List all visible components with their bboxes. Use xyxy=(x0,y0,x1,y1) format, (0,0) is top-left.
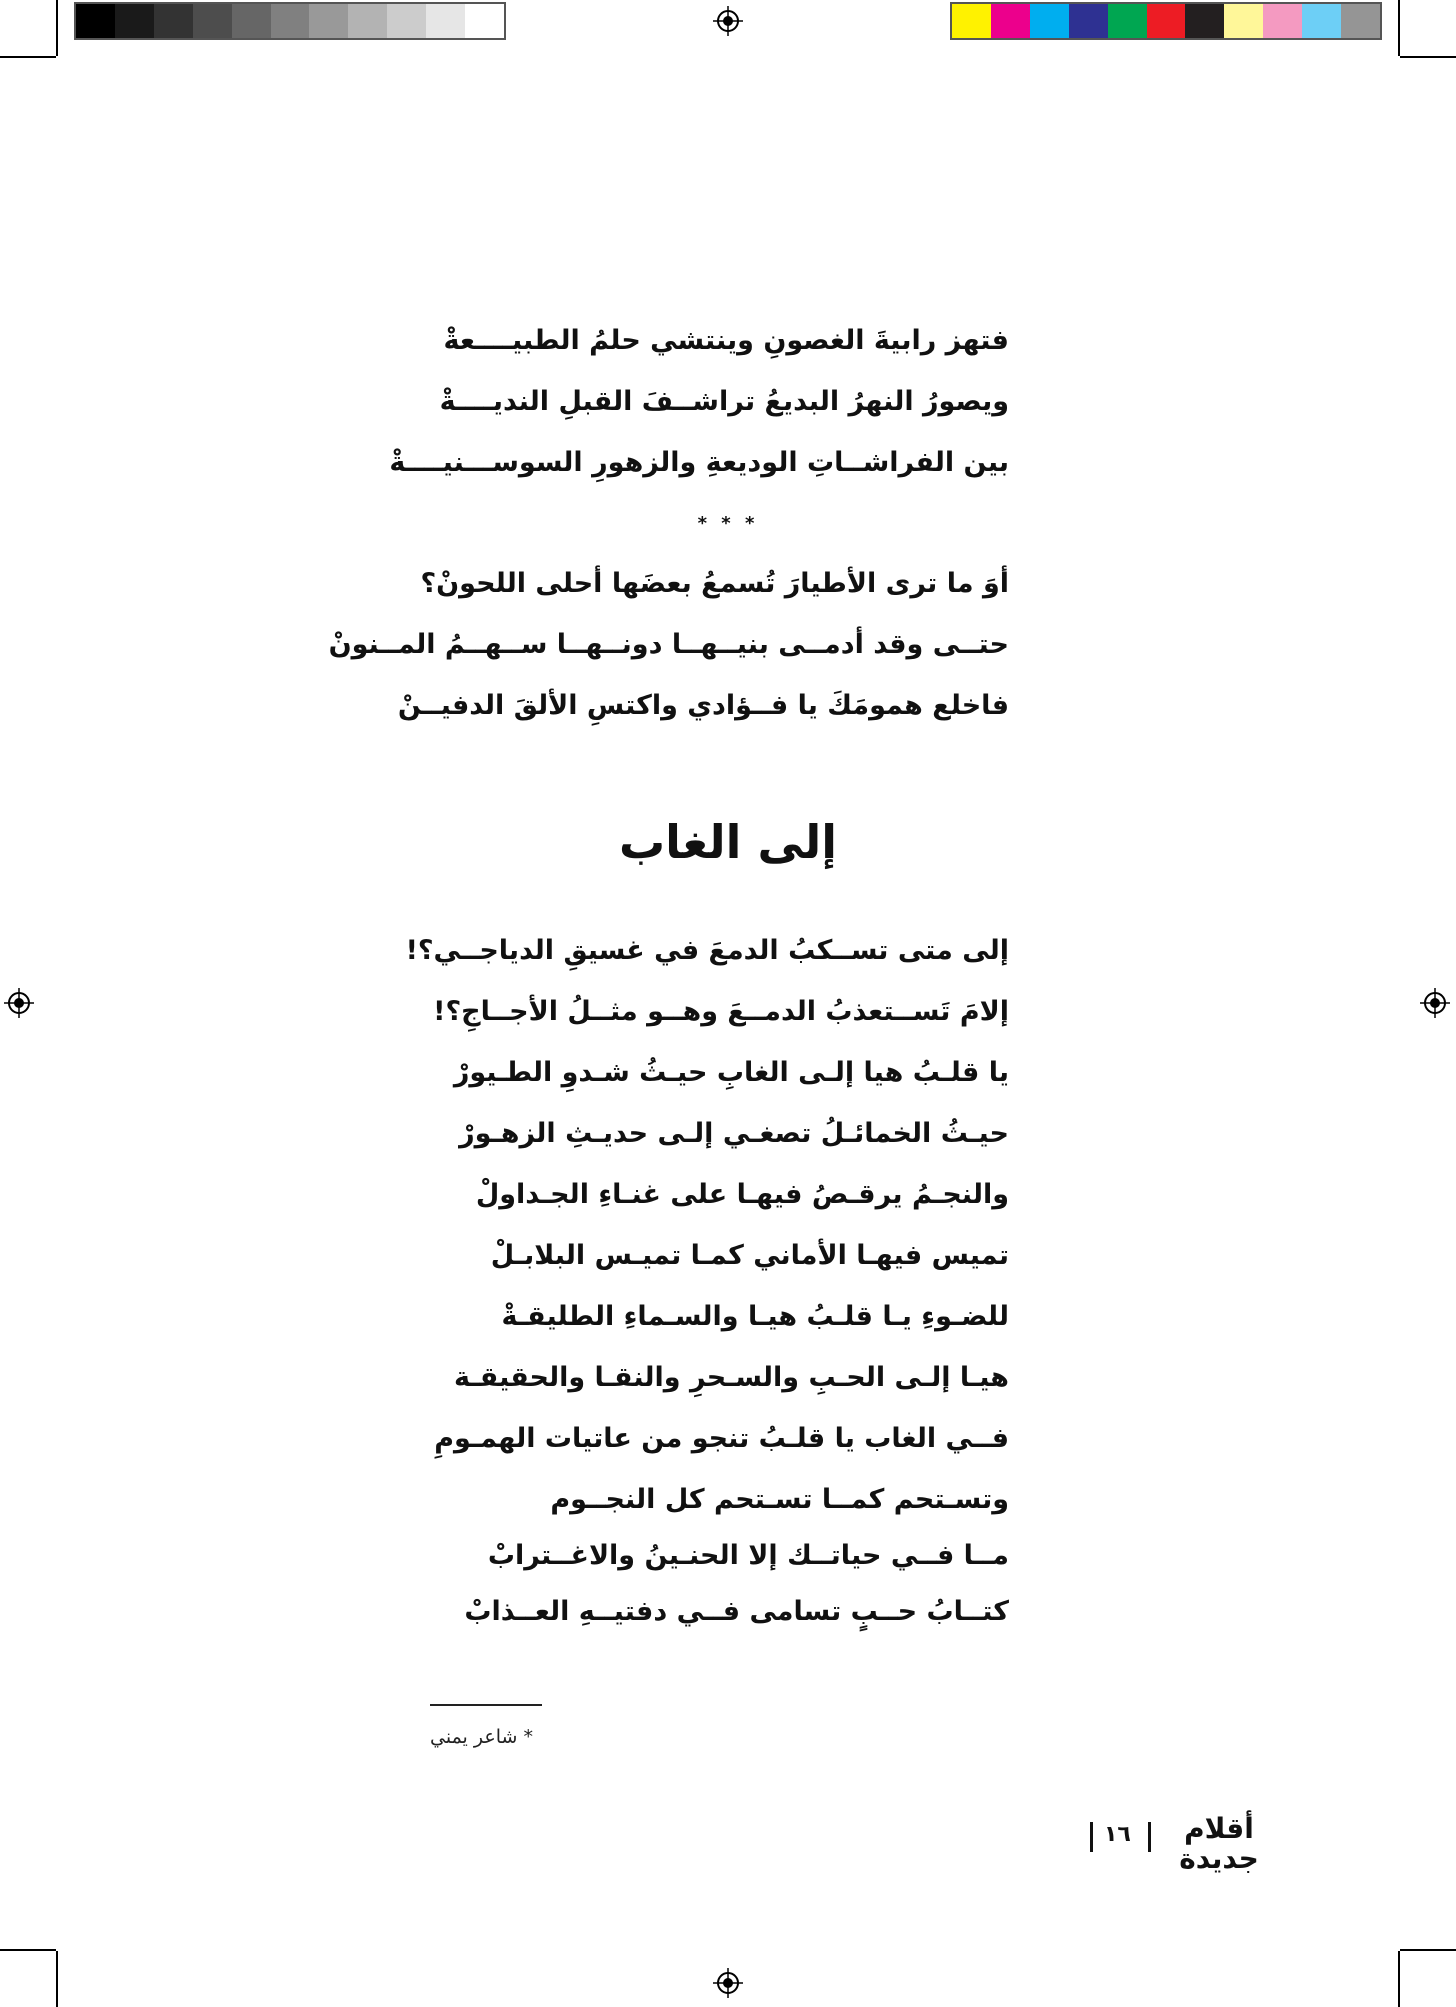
verse-line: إلامَ تَســتعذبُ الدمــعَ وهــو مثــلُ الأجــاجِ؟! xyxy=(433,996,1009,1027)
verse-line: فــي الغاب يا قلـبُ تنجو من عاتيات الهمـومِ xyxy=(434,1423,1009,1454)
logo-line-1: أقلام xyxy=(1184,1812,1254,1845)
crop-mark xyxy=(1400,56,1456,58)
verse-line: يا قلـبُ هيا إلـى الغابِ حيـثُ شـدوِ الطـيورْ xyxy=(453,1057,1009,1088)
page-number-divider xyxy=(1090,1822,1093,1852)
color-swatch xyxy=(309,4,348,38)
color-swatch xyxy=(1147,4,1186,38)
color-swatch xyxy=(76,4,115,38)
magazine-logo xyxy=(1158,1814,1280,1874)
verse-line: تميس فيهـا الأماني كمـا تميـس البلابـلْ xyxy=(490,1240,1009,1271)
crop-mark xyxy=(56,0,58,56)
verse-line: فتهز رابيةَ الغصونِ وينتشي حلمُ الطبيــــعةْ xyxy=(443,325,1009,356)
verse-line: حتــى وقد أدمــى بنيــهــا دونــهــا ســهــمُ المــنونْ xyxy=(328,629,1009,660)
verse-line: للضـوءِ يـا قلـبُ هيـا والسـماءِ الطليقـةْ xyxy=(501,1301,1009,1332)
color-swatch xyxy=(348,4,387,38)
color-swatch xyxy=(1341,4,1380,38)
verse-line: إلى متى تســكبُ الدمعَ في غسيقِ الدياجــي؟! xyxy=(405,935,1009,966)
color-swatch xyxy=(1069,4,1108,38)
crop-mark xyxy=(0,56,56,58)
registration-mark-icon xyxy=(1420,988,1450,1018)
verse-line: ويصورُ النهرُ البديعُ تراشــفَ القبلِ النديــــةْ xyxy=(439,386,1009,417)
poem-title: إلى الغاب xyxy=(618,815,838,869)
crop-mark xyxy=(1400,1949,1456,1951)
verse-line: أوَ ما ترى الأطيارَ تُسمعُ بعضَها أحلى اللحونْ؟ xyxy=(420,568,1009,599)
verse-line: كتــابُ حــبٍ تسامى فــي دفتيــهِ العــذابْ xyxy=(464,1596,1009,1627)
color-swatch xyxy=(115,4,154,38)
crop-mark xyxy=(0,1949,56,1951)
color-swatch xyxy=(1302,4,1341,38)
verse-line: هيـا إلـى الحـبِ والسـحرِ والنقـا والحقيقـة xyxy=(454,1362,1009,1393)
color-swatch xyxy=(193,4,232,38)
verse-line: وتسـتحم كمــا تسـتحم كل النجــوم xyxy=(550,1484,1009,1515)
footnote-divider xyxy=(430,1704,542,1706)
logo-line-2: جديدة xyxy=(1179,1842,1259,1875)
color-swatch xyxy=(1185,4,1224,38)
color-swatch xyxy=(1108,4,1147,38)
color-swatch xyxy=(1224,4,1263,38)
verse-line: حيـثُ الخمائـلُ تصغـي إلـى حديـثِ الزهـورْ xyxy=(459,1118,1009,1149)
crop-mark xyxy=(1398,1951,1400,2007)
color-swatch xyxy=(154,4,193,38)
verse-line: بين الفراشــاتِ الوديعةِ والزهورِ السوســـنيــــةْ xyxy=(389,447,1009,478)
crop-mark xyxy=(1398,0,1400,56)
stanza-separator: * * * xyxy=(697,513,759,534)
page-number-divider xyxy=(1148,1822,1151,1852)
process-color-bar xyxy=(950,2,1382,40)
color-swatch xyxy=(1030,4,1069,38)
verse-line: مــا فــي حياتــك إلا الحنـينُ والاغــترابْ xyxy=(487,1540,1009,1571)
page-number: ١٦ xyxy=(1104,1822,1131,1847)
footnote: * شاعر يمني xyxy=(430,1726,533,1748)
color-swatch xyxy=(271,4,310,38)
verse-line: والنجـمُ يرقـصُ فيهـا على غنـاءِ الجـداولْ xyxy=(475,1179,1009,1210)
registration-mark-icon xyxy=(4,988,34,1018)
color-swatch xyxy=(1263,4,1302,38)
color-swatch xyxy=(232,4,271,38)
crop-mark xyxy=(56,1951,58,2007)
verse-line: فاخلع همومَكَ يا فــؤادي واكتسِ الألقَ الدفيــنْ xyxy=(397,690,1009,721)
